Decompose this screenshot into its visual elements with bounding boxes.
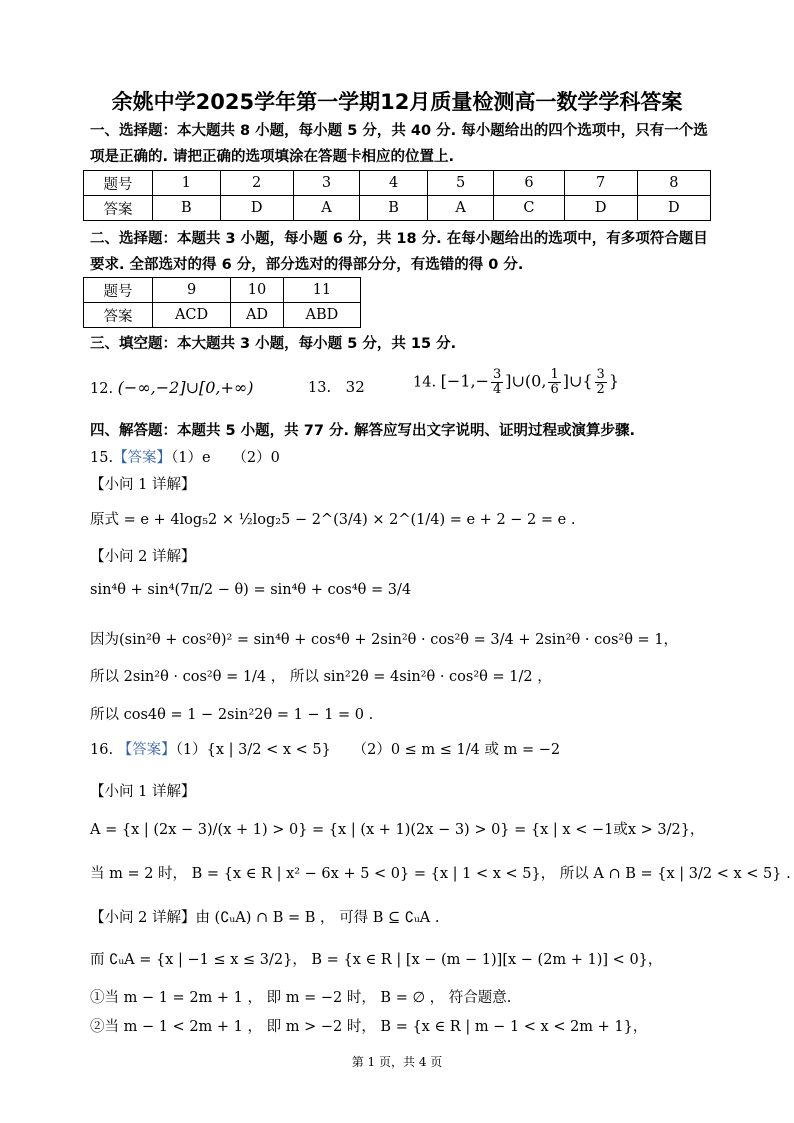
section2-answer-table xyxy=(83,277,361,328)
q12-answer xyxy=(90,378,253,397)
q15-answer: （1）e （2）0 xyxy=(171,450,280,466)
q15-sub2-line3: 所以 2sin²θ · cos²θ = 1/4 ， 所以 sin²2θ = 4sin²θ · cos²θ = 1/2 ， xyxy=(90,669,552,685)
q13-label: 13. xyxy=(308,380,332,396)
table-row xyxy=(84,171,711,196)
q15-answer-line xyxy=(90,446,280,467)
q15-sub2-line2: 因为(sin²θ + cos²θ)² = sin⁴θ + cos⁴θ + 2sin²θ · cos²θ = 3/4 + 2sin²θ · cos²θ = 1， xyxy=(90,632,679,648)
q13-value: 32 xyxy=(345,378,365,396)
q14-union-1: ]∪(0, xyxy=(505,371,547,391)
section2-heading-line1: 二、选择题：本题共 3 小题，每小题 6 分，共 18 分. 在每小题给出的选项中，有多项符合题目 xyxy=(90,231,708,247)
fraction-numerator: 1 xyxy=(550,367,559,382)
question-number: 1 xyxy=(153,171,221,196)
answer-cell: A xyxy=(427,196,494,221)
answer-cell: D xyxy=(564,196,637,221)
fraction-denominator: 6 xyxy=(550,382,559,397)
answer-tag: 【答案】 xyxy=(113,450,172,466)
answer-cell: AD xyxy=(231,303,284,328)
q16-sub2-line2: 而 ∁ᵤA = {x | −1 ≤ x ≤ 3/2}， B = {x ∈ R | [x − (m − 1)][x − (2m + 1)] < 0}， xyxy=(90,952,663,968)
q15-label: 15. xyxy=(90,450,114,466)
q15-sub1-solution: 原式 = e + 4log₅2 × ½log₂5 − 2^(3/4) × 2^(1/4) = e + 2 − 2 = e . xyxy=(90,512,576,528)
section4-heading: 四、解答题：本题共 5 小题，共 77 分. 解答应写出文字说明、证明过程或演算步骤. xyxy=(90,423,636,439)
table-header-cell: 题号 xyxy=(84,171,153,196)
answer-cell: D xyxy=(220,196,293,221)
question-number: 9 xyxy=(153,278,231,303)
q12-value: (−∞,−2]∪[0,+∞) xyxy=(117,378,254,397)
table-row xyxy=(84,303,361,328)
q15-sub2-line4: 所以 cos4θ = 1 − 2sin²2θ = 1 − 1 = 0 . xyxy=(90,707,374,723)
q14-label: 14. xyxy=(413,374,437,391)
q16-label: 16. xyxy=(90,742,114,758)
q16-sub2-line3: ①当 m − 1 = 2m + 1 ， 即 m = −2 时， B = ∅ ， 符合题意. xyxy=(90,990,512,1006)
answer-cell: D xyxy=(637,196,710,221)
answer-cell: ACD xyxy=(153,303,231,328)
q14-fraction xyxy=(595,368,607,397)
q16-sub1-line1: A = {x | (2x − 3)/(x + 1) > 0} = {x | (x + 1)(2x − 3) > 0} = {x | x < −1或x > 3/2}， xyxy=(90,822,705,838)
section1-heading-line1: 一、选择题：本大题共 8 小题，每小题 5 分，共 40 分. 每小题给出的四个选项中，只有一个选 xyxy=(90,123,708,139)
table-row xyxy=(84,196,711,221)
answer-tag: 【答案】 xyxy=(117,742,176,758)
answer-cell: A xyxy=(293,196,360,221)
fraction-numerator: 3 xyxy=(596,367,605,382)
q16-answer: （1）{x | 3/2 < x < 5} （2）0 ≤ m ≤ 1/4 或 m = −2 xyxy=(175,742,561,758)
page-footer: 第 1 页，共 4 页 xyxy=(351,1055,443,1069)
q14-set-close: } xyxy=(608,371,620,391)
q14-fraction xyxy=(548,368,560,397)
question-number: 8 xyxy=(637,171,710,196)
table-row xyxy=(84,278,361,303)
question-number: 3 xyxy=(293,171,360,196)
question-number: 4 xyxy=(360,171,428,196)
answer-cell: ABD xyxy=(283,303,360,328)
q14-union-2: ]∪{ xyxy=(562,371,593,391)
section1-answer-table xyxy=(83,170,711,221)
answer-cell: C xyxy=(494,196,564,221)
q12-label: 12. xyxy=(90,381,114,397)
page-title: 余姚中学2025学年第一学期12月质量检测高一数学学科答案 xyxy=(111,90,683,114)
section1-heading-line2: 项是正确的. 请把正确的选项填涂在答题卡相应的位置上. xyxy=(90,149,455,165)
table-header-cell: 题号 xyxy=(84,278,153,303)
q14-answer xyxy=(413,368,619,397)
q15-sub1-title: 【小问 1 详解】 xyxy=(90,477,196,493)
q14-fraction xyxy=(491,368,503,397)
section3-heading: 三、填空题：本大题共 3 小题，每小题 5 分，共 15 分. xyxy=(90,336,457,352)
q16-sub1-title: 【小问 1 详解】 xyxy=(90,784,196,800)
question-number: 7 xyxy=(564,171,637,196)
fraction-denominator: 2 xyxy=(596,382,605,397)
answer-cell: B xyxy=(360,196,428,221)
question-number: 11 xyxy=(283,278,360,303)
q16-sub2-line1: 【小问 2 详解】由 (∁ᵤA) ∩ B = B ， 可得 B ⊆ ∁ᵤA . xyxy=(90,910,440,926)
question-number: 6 xyxy=(494,171,564,196)
q15-sub2-title: 【小问 2 详解】 xyxy=(90,549,196,565)
question-number: 2 xyxy=(220,171,293,196)
question-number: 5 xyxy=(427,171,494,196)
q16-sub1-line2: 当 m = 2 时， B = {x ∈ R | x² − 6x + 5 < 0} = {x | 1 < x < 5}， 所以 A ∩ B = {x | 3/2 < x < 5} . xyxy=(90,866,791,882)
q16-sub2-line4: ②当 m − 1 < 2m + 1 ， 即 m > −2 时， B = {x ∈ R | m − 1 < x < 2m + 1}， xyxy=(90,1019,648,1035)
table-header-cell: 答案 xyxy=(84,196,153,221)
table-header-cell: 答案 xyxy=(84,303,153,328)
q14-interval-start: [−1,− xyxy=(440,371,489,391)
q13-answer xyxy=(308,378,365,396)
q16-answer-line xyxy=(90,738,560,759)
question-number: 10 xyxy=(231,278,284,303)
section2-heading-line2: 要求. 全部选对的得 6 分，部分选对的得部分分，有选错的得 0 分. xyxy=(90,257,524,273)
fraction-denominator: 4 xyxy=(493,382,502,397)
q15-sub2-line1: sin⁴θ + sin⁴(7π/2 − θ) = sin⁴θ + cos⁴θ = 3/4 xyxy=(90,582,412,598)
fraction-numerator: 3 xyxy=(493,367,502,382)
answer-cell: B xyxy=(153,196,221,221)
